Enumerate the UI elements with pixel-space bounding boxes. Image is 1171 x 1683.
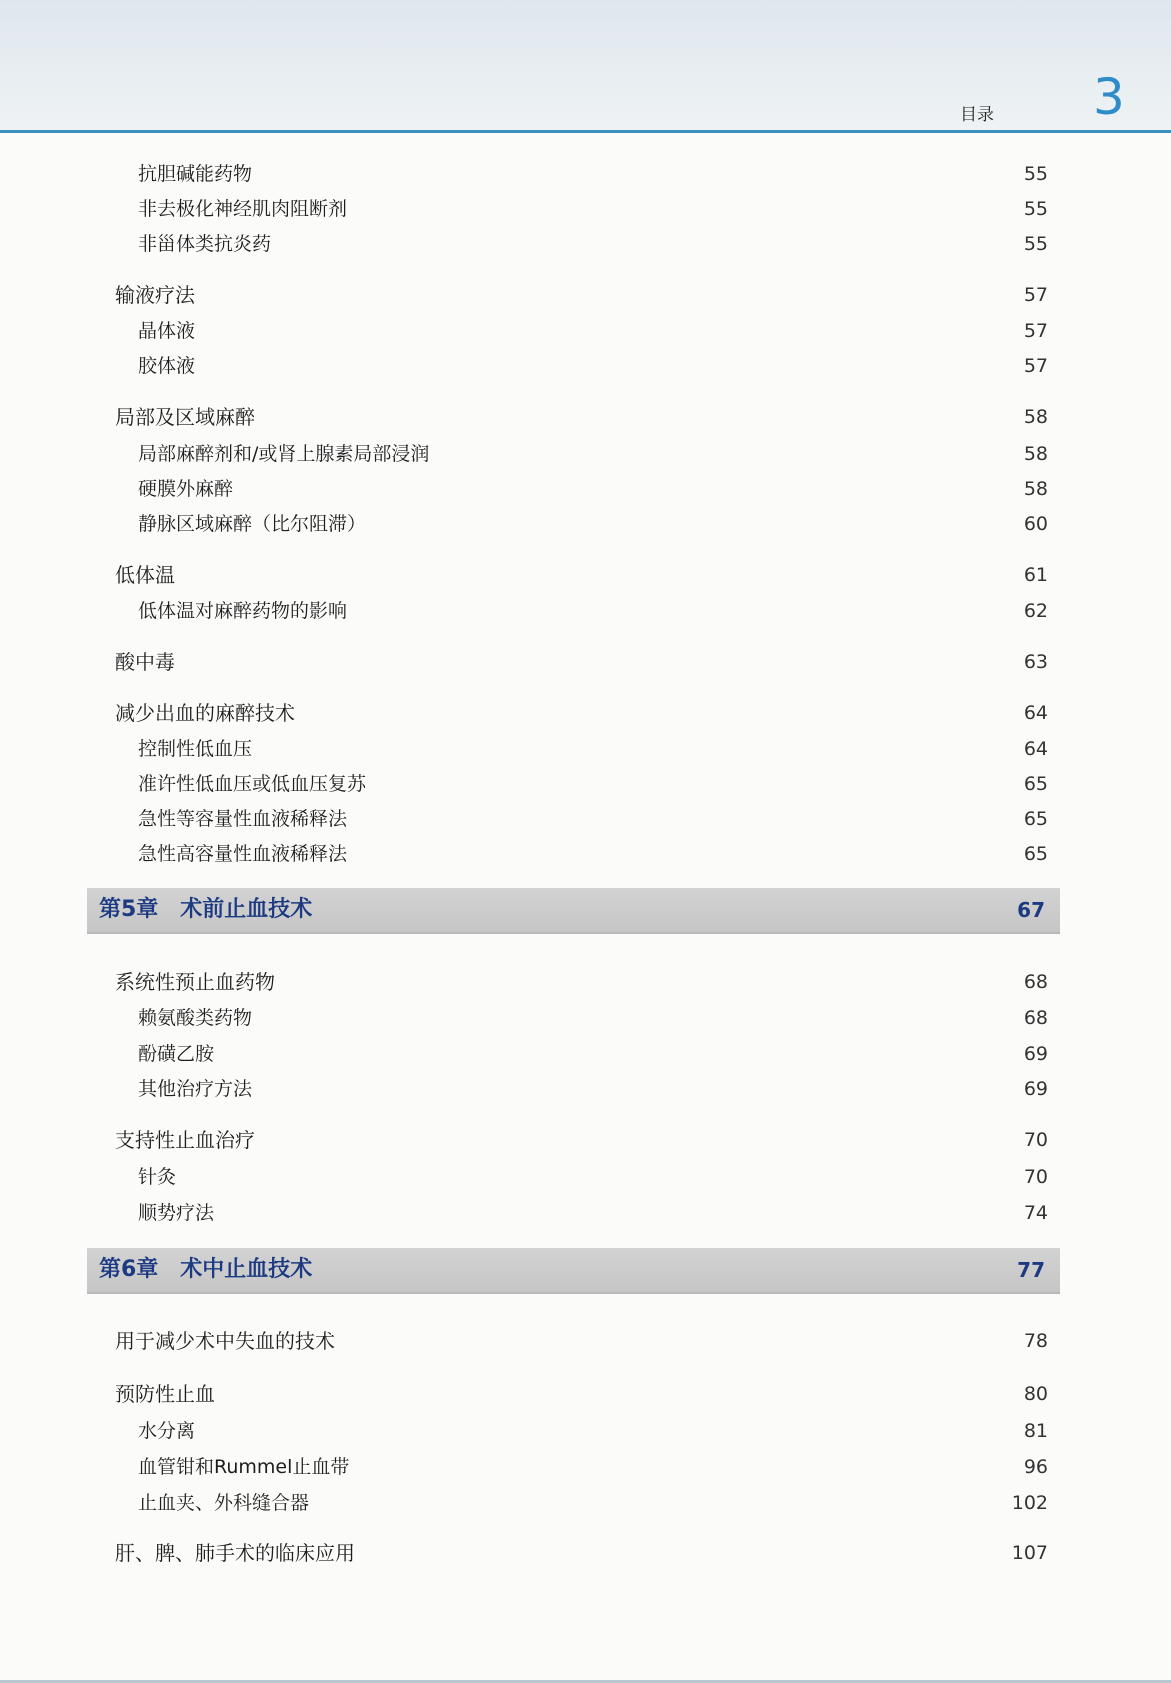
toc-entry-page: 62 <box>1023 600 1048 622</box>
toc-section-page: 68 <box>1023 971 1048 993</box>
toc-entry[interactable] <box>0 1415 1171 1447</box>
toc-entry-page: 55 <box>1023 233 1048 255</box>
toc-entry-page: 65 <box>1023 843 1048 865</box>
toc-entry[interactable] <box>0 1161 1171 1193</box>
toc-entry-page: 58 <box>1023 443 1048 465</box>
toc-section-page: 63 <box>1023 651 1048 673</box>
toc-entry-page: 65 <box>1023 773 1048 795</box>
toc-section-title: 酸中毒 <box>115 650 175 674</box>
toc-entry-page: 70 <box>1023 1166 1048 1188</box>
toc-entry[interactable] <box>0 1002 1171 1034</box>
chapter-page: 67 <box>1017 898 1045 922</box>
toc-entry-page: 64 <box>1023 738 1048 760</box>
toc-entry-title: 胶体液 <box>138 355 196 377</box>
toc-entry-title: 急性等容量性血液稀释法 <box>138 808 348 830</box>
toc-section-page: 58 <box>1023 406 1048 428</box>
toc-entry[interactable] <box>0 350 1171 382</box>
chapter-title: 第5章 术前止血技术 <box>99 897 313 922</box>
toc-entry-title: 低体温对麻醉药物的影响 <box>138 600 348 622</box>
toc-entry-page: 57 <box>1023 320 1048 342</box>
toc-entry[interactable] <box>0 193 1171 225</box>
toc-entry[interactable] <box>0 315 1171 347</box>
toc-entry-title: 急性高容量性血液稀释法 <box>138 843 348 865</box>
toc-section[interactable] <box>0 401 1171 433</box>
toc-entry-title: 晶体液 <box>138 320 196 342</box>
toc-section-page: 57 <box>1023 284 1048 306</box>
toc-entry[interactable] <box>0 473 1171 505</box>
toc-entry-page: 57 <box>1023 355 1048 377</box>
toc-section[interactable] <box>0 646 1171 678</box>
toc-entry-page: 60 <box>1023 513 1048 535</box>
toc-entry-page: 81 <box>1023 1420 1048 1442</box>
chapter-heading[interactable] <box>87 1248 1060 1294</box>
toc-entry-page: 65 <box>1023 808 1048 830</box>
toc-entry[interactable] <box>0 438 1171 470</box>
toc-entry-title: 顺势疗法 <box>138 1202 215 1224</box>
toc-section[interactable] <box>0 1378 1171 1410</box>
toc-entry-title: 非甾体类抗炎药 <box>138 233 272 255</box>
toc-section[interactable] <box>0 1537 1171 1569</box>
toc-section[interactable] <box>0 966 1171 998</box>
toc-entry[interactable] <box>0 1038 1171 1070</box>
toc-entry-page: 58 <box>1023 478 1048 500</box>
toc-entry-title: 控制性低血压 <box>138 738 253 760</box>
toc-entry[interactable] <box>0 158 1171 190</box>
toc-section-page: 80 <box>1023 1383 1048 1405</box>
toc-section-title: 用于减少术中失血的技术 <box>115 1329 335 1353</box>
toc-entry[interactable] <box>0 803 1171 835</box>
toc-entry-title: 非去极化神经肌肉阻断剂 <box>138 198 348 220</box>
toc-entry-title: 水分离 <box>138 1420 196 1442</box>
toc-entry-page: 68 <box>1023 1007 1048 1029</box>
toc-entry[interactable] <box>0 1487 1171 1519</box>
toc-entry-title: 针灸 <box>138 1166 177 1188</box>
toc-entry[interactable] <box>0 838 1171 870</box>
toc-section-page: 107 <box>1011 1542 1048 1564</box>
toc-entry-page: 55 <box>1023 198 1048 220</box>
page-number: 3 <box>1093 68 1125 126</box>
toc-entry[interactable] <box>0 1451 1171 1483</box>
toc-entry-title: 赖氨酸类药物 <box>138 1007 253 1029</box>
toc-section[interactable] <box>0 279 1171 311</box>
toc-section-page: 70 <box>1023 1129 1048 1151</box>
chapter-page: 77 <box>1017 1258 1045 1282</box>
toc-section[interactable] <box>0 1124 1171 1156</box>
toc-entry-page: 102 <box>1011 1492 1048 1514</box>
toc-entry[interactable] <box>0 1073 1171 1105</box>
toc-entry-title: 止血夹、外科缝合器 <box>138 1492 310 1514</box>
toc-entry[interactable] <box>0 595 1171 627</box>
toc-entry-title: 准许性低血压或低血压复苏 <box>138 773 367 795</box>
toc-entry-title: 酚磺乙胺 <box>138 1043 215 1065</box>
running-header-label: 目录 <box>960 105 994 125</box>
toc-entry-title: 血管钳和Rummel止血带 <box>138 1456 350 1478</box>
toc-entry-page: 69 <box>1023 1043 1048 1065</box>
toc-entry-title: 抗胆碱能药物 <box>138 163 253 185</box>
toc-section-page: 78 <box>1023 1330 1048 1352</box>
toc-entry-page: 55 <box>1023 163 1048 185</box>
toc-section-title: 低体温 <box>115 563 175 587</box>
toc-entry[interactable] <box>0 508 1171 540</box>
toc-section-title: 输液疗法 <box>115 283 195 307</box>
toc-entry-title: 静脉区域麻醉（比尔阻滞） <box>138 513 367 535</box>
chapter-title: 第6章 术中止血技术 <box>99 1257 313 1282</box>
toc-section[interactable] <box>0 1325 1171 1357</box>
toc-section-title: 肝、脾、肺手术的临床应用 <box>115 1541 355 1565</box>
toc-section[interactable] <box>0 559 1171 591</box>
chapter-heading[interactable] <box>87 888 1060 934</box>
toc-section-title: 系统性预止血药物 <box>115 970 275 994</box>
toc-entry[interactable] <box>0 228 1171 260</box>
toc-entry-page: 96 <box>1023 1456 1048 1478</box>
toc-section[interactable] <box>0 697 1171 729</box>
toc-entry-title: 其他治疗方法 <box>138 1078 253 1100</box>
toc-section-page: 64 <box>1023 702 1048 724</box>
toc-section-title: 减少出血的麻醉技术 <box>115 701 295 725</box>
toc-entry-page: 69 <box>1023 1078 1048 1100</box>
toc-entry-page: 74 <box>1023 1202 1048 1224</box>
toc-section-title: 支持性止血治疗 <box>115 1128 255 1152</box>
toc-section-page: 61 <box>1023 564 1048 586</box>
toc-section-title: 预防性止血 <box>115 1382 215 1406</box>
toc-entry[interactable] <box>0 733 1171 765</box>
toc-entry-title: 硬膜外麻醉 <box>138 478 234 500</box>
toc-entry-title: 局部麻醉剂和/或肾上腺素局部浸润 <box>138 443 430 465</box>
toc-entry[interactable] <box>0 768 1171 800</box>
toc-section-title: 局部及区域麻醉 <box>115 405 255 429</box>
toc-entry[interactable] <box>0 1197 1171 1229</box>
